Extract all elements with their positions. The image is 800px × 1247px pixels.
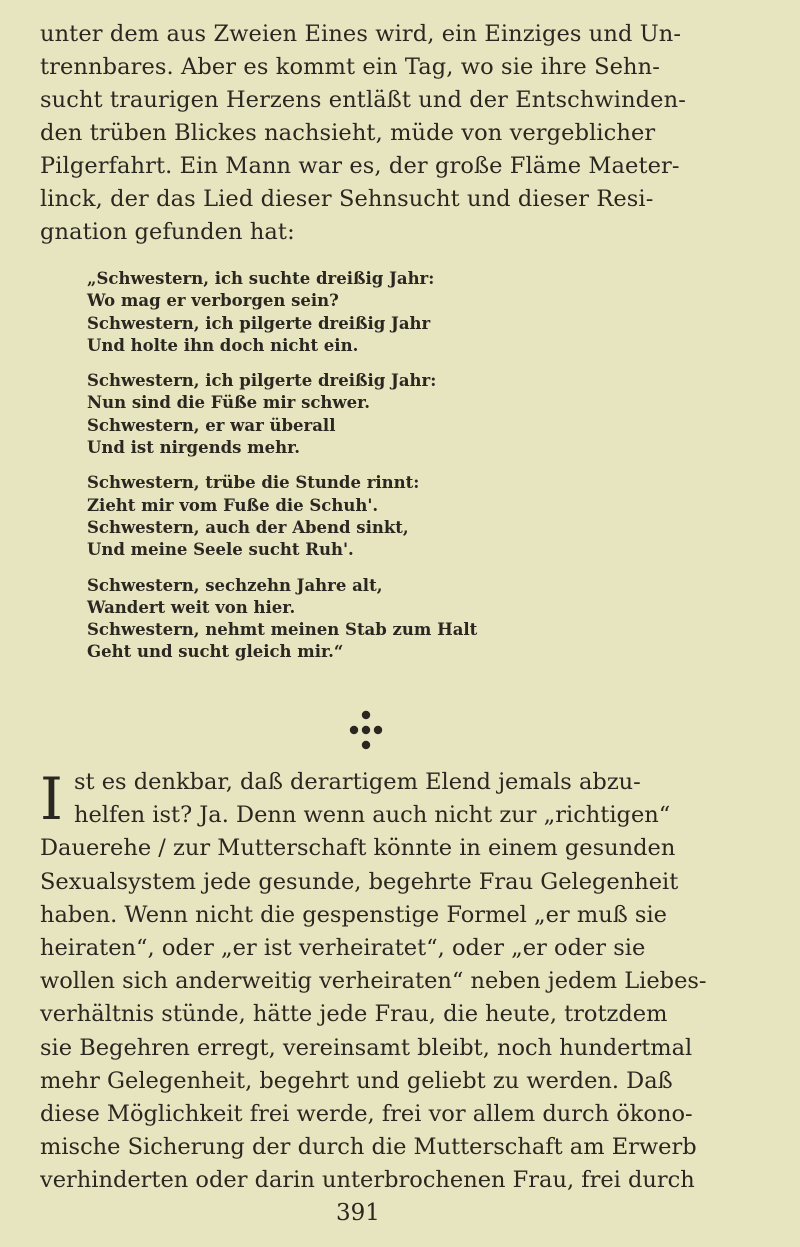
text-line: gnation gefunden hat:	[40, 219, 295, 245]
poem-line: Zieht mir vom Fuße die Schuh'.	[87, 495, 379, 515]
text-line: sucht traurigen Herzens entläßt und der Entschwinden-	[40, 87, 686, 113]
text-line: den trüben Blickes nachsieht, müde von vergeblicher	[40, 120, 656, 146]
poem-line: Geht und sucht gleich mir.“	[87, 642, 344, 662]
text-line: helfen ist? Ja. Denn wenn auch nicht zur „richtigen“	[74, 802, 671, 829]
text-line: diese Möglichkeit frei werde, frei vor allem durch ökono-	[40, 1101, 693, 1128]
poem-line: „Schwestern, ich suchte dreißig Jahr:	[87, 269, 435, 288]
poem-line: Schwestern, er war überall	[87, 415, 336, 435]
text-line: sie Begehren erregt, vereinsamt bleibt, noch hundertmal	[40, 1034, 693, 1061]
poem-stanza	[87, 575, 687, 664]
top-paragraph	[40, 18, 686, 249]
text-line: mische Sicherung der durch die Mutterschaft am Erwerb	[40, 1134, 697, 1161]
text-line: wollen sich anderweitig verheiraten“ neben jedem Liebes-	[40, 968, 707, 995]
poem-line: Schwestern, ich pilgerte dreißig Jahr:	[87, 371, 437, 391]
drop-cap: I	[40, 765, 63, 833]
poem-line: Und holte ihn doch nicht ein.	[87, 335, 359, 355]
text-line: heiraten“, oder „er ist verheiratet“, oder „er oder sie	[40, 935, 646, 962]
text-line: mehr Gelegenheit, begehrt und geliebt zu werden. Daß	[40, 1067, 673, 1094]
text-line: Dauerehe / zur Mutterschaft könnte in einem gesunden	[40, 835, 676, 862]
text-line: trennbares. Aber es kommt ein Tag, wo sie ihre Sehn-	[40, 54, 660, 80]
poem-line: Schwestern, ich pilgerte dreißig Jahr	[87, 313, 431, 333]
poem-line: Und meine Seele sucht Ruh'.	[87, 540, 354, 560]
poem	[87, 268, 687, 677]
poem-line: Wandert weit von hier.	[87, 597, 296, 617]
poem-line: Nun sind die Füße mir schwer.	[87, 393, 371, 413]
dot-ornament-icon	[346, 708, 386, 758]
poem-line: Schwestern, trübe die Stunde rinnt:	[87, 473, 420, 493]
poem-stanza	[87, 268, 687, 357]
text-line: haben. Wenn nicht die gespenstige Formel „er muß sie	[40, 901, 667, 928]
poem-line: Wo mag er verborgen sein?	[87, 291, 339, 311]
book-page	[40, 0, 760, 1247]
text-line: verhinderten oder darin unterbrochenen Frau, frei durch	[40, 1167, 695, 1194]
poem-line: Schwestern, sechzehn Jahre alt,	[87, 575, 383, 595]
poem-stanza	[87, 472, 687, 561]
bottom-paragraph	[40, 765, 707, 1198]
text-line: Sexualsystem jede gesunde, begehrte Frau Gelegenheit	[40, 868, 679, 895]
text-line: st es denkbar, daß derartigem Elend jemals abzu-	[74, 769, 641, 795]
text-line: linck, der das Lied dieser Sehnsucht und dieser Resi-	[40, 186, 654, 212]
text-line: Pilgerfahrt. Ein Mann war es, der große Fläme Maeter-	[40, 153, 680, 179]
text-line: unter dem aus Zweien Eines wird, ein Einziges und Un-	[40, 21, 682, 47]
poem-stanza	[87, 370, 687, 459]
poem-line: Und ist nirgends mehr.	[87, 438, 301, 458]
poem-line: Schwestern, auch der Abend sinkt,	[87, 517, 409, 537]
text-line: verhältnis stünde, hätte jede Frau, die heute, trotzdem	[40, 1001, 668, 1028]
poem-line: Schwestern, nehmt meinen Stab zum Halt	[87, 620, 478, 640]
page-number: 391	[336, 1200, 380, 1226]
